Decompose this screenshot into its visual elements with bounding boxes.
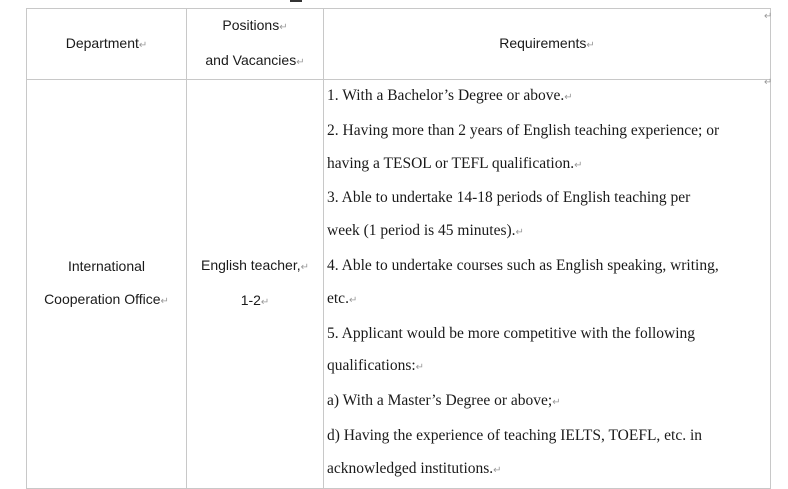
requirement-line: 4. Able to undertake courses such as English speaking, writing, — [327, 256, 719, 274]
requirement-line: 3. Able to undertake 14-18 periods of English teaching per — [327, 189, 691, 207]
requirement-line: 1. With a Bachelor’s Degree or above.↵ — [327, 87, 573, 104]
requirement-line: 2. Having more than 2 years of English teaching experience; or — [327, 121, 720, 139]
requirement-line: qualifications:↵ — [327, 357, 425, 375]
cell-requirements — [324, 80, 771, 489]
requirement-line: etc.↵ — [327, 289, 358, 307]
row-end-mark: ↵ — [764, 11, 773, 22]
cell-department: International Cooperation Office↵ — [27, 80, 187, 489]
requirement-line: having a TESOL or TEFL qualification.↵ — [327, 154, 583, 172]
requirement-line: week (1 period is 45 minutes).↵ — [327, 222, 524, 240]
header-positions: Positions↵ and Vacancies↵ — [187, 9, 324, 80]
table-header-row — [27, 9, 771, 80]
job-requirements-table — [26, 8, 771, 489]
header-requirements: Requirements↵ — [324, 9, 771, 80]
requirement-line: a) With a Master’s Degree or above;↵ — [327, 392, 561, 410]
clipped-text-fragment — [290, 0, 302, 2]
requirement-line: 5. Applicant would be more competitive with the following — [327, 324, 696, 342]
header-department: Department↵ — [27, 9, 187, 80]
requirement-line: d) Having the experience of teaching IELTS, TOEFL, etc. in — [327, 426, 703, 444]
requirement-line: acknowledged institutions.↵ — [327, 459, 502, 477]
cell-position: English teacher,↵ 1-2↵ — [187, 80, 324, 489]
table-row — [27, 80, 771, 489]
row-end-mark: ↵ — [764, 77, 773, 88]
